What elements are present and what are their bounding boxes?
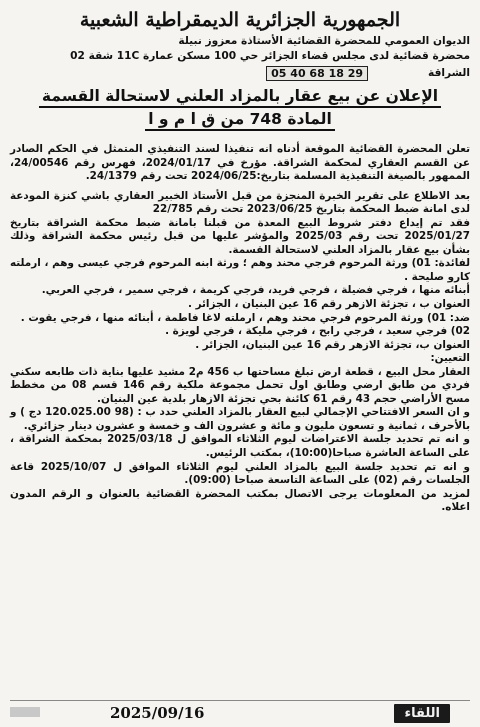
newspaper-footer <box>10 700 470 725</box>
office-name: الديوان العمومي للمحضرة القضائية الأستاذة معزوز نبيلة <box>178 35 470 47</box>
footer-decor <box>10 707 40 717</box>
newspaper-name: اللقاء <box>394 704 450 723</box>
paragraph-against-others: 02) فرجي سعيد ، فرجي رابح ، فرجي مليكة ، فرجي لويزة . <box>165 325 470 338</box>
paragraph-expert-report: بعد الاطلاع على تقرير الخبرة المنجزة من قبل الأستاذ الخبير العقاري باشي كنزة المودعة لدى امانة ضبط المحكمة بتاريخ 2023/06/25 تحت رقم 22/785 <box>10 189 470 216</box>
paragraph-against: ضد: 01) ورثة المرحوم فرجي محند وهم ، ارملته لاغا فاطمة ، أبنائه منها ، فرجي يقوت . <box>20 311 470 324</box>
paragraph-against-address: العنوان ب، تجزئة الازهر رقم 16 عين البنيان، الجزائر . <box>195 338 470 351</box>
office-city: الشراقة <box>428 67 470 79</box>
paragraph-children: أبنائه منها ، فرجي فضيلة ، فرجي فريد، فرجي كريمة ، فرجي سمير ، فرجي العربي. <box>41 284 470 297</box>
paragraph-contact: لمزيد من المعلومات يرجى الاتصال بمكتب المحضرة القضائية بالعنوان و الرقم المدون اعلاه. <box>10 487 470 514</box>
paragraph-property-description: العقار محل البيع ، قطعة ارض تبلغ مساحتها ب 456 م2 مشيد عليها بناية ذات طابعه سكني فردي من طابق ارضي وطابق اول تحمل مجموعة ملكية رقم 146 قسم 08 من مخطط مسح الأراضي حجم 43 رقم 61 كائنة بحي تجزئة الازهار بلدية عين البنيان. <box>10 365 471 405</box>
phone-number: 05 40 68 18 29 <box>266 66 368 81</box>
publication-date: 2025/09/16 <box>110 704 205 722</box>
title-line-2: المادة 748 من ق ا م و ا <box>145 110 335 131</box>
title-line-1: الإعلان عن بيع عقار بالمزاد العلني لاستحالة القسمة <box>39 87 441 108</box>
paragraph-objections-session: و انه تم تحديد جلسة الاعتراضات ليوم الثلاثاء الموافق ل 2025/03/18 بمحكمة الشراقة ، على الساعة العاشرة صباحا(10:00)، بمكتب الرئيس. <box>10 433 470 460</box>
paragraph-designation-label: التعيين: <box>430 352 470 365</box>
address-phone-row <box>10 65 470 82</box>
announcement-title <box>10 86 470 131</box>
office-address: محضرة قضائية لدى مجلس قضاء الجزائر حي 100 مسكن عمارة 11C شقة 02 <box>70 50 470 62</box>
paragraph-opening-price: و ان السعر الافتتاحي الإجمالي لبيع العقار بالمزاد العلني حدد ب : (98 120.025.00 دج ) و بالأحرف ، ثمانية و تسعون مليون و مائة و عشرون الف و خمسة و عشرون دينار جزائري. <box>10 406 470 432</box>
paragraph-beneficiaries: لفائدة: 01) ورثة المرحوم فرجي محند وهم ؛ ورثة ابنه المرحوم فرجي عيسى وهم ، ارملته كارو صليحة . <box>10 257 470 283</box>
paragraph-execution-title: تعلن المحضرة القضائية الموقعة أدناه انه تنفيذا لسند التنفيذي المتمثل في الحكم الصادر عن القسم العقاري لمحكمة الشراقة. مؤرخ في 2024/01/17، فهرس رقم 24/00546، الممهور بالصيغة التنفيذية المسلمة بتاريخ:2024/06/25 تحت رقم 24/1379. <box>10 143 470 183</box>
paragraph-auction-session: و انه تم تحديد جلسة البيع بالمزاد العلني ليوم الثلاثاء الموافق ل 2025/10/07 قاعة الجلسات رقم (02) على الساعة التاسعة صباحا (09:00). <box>10 460 470 487</box>
republic-heading: الجمهورية الجزائرية الديمقراطية الشعبية <box>79 9 401 31</box>
paragraph-beneficiaries-address: العنوان ب ، تجزئة الازهر رقم 16 عين البنيان ، الجزائر . <box>188 298 470 311</box>
paragraph-conditions-deposit: فقد تم إيداع دفتر شروط البيع المعدة من قبلنا بامانة ضبط محكمة الشراقة بتاريخ 2025/01/27 تحت رقم 2025/03 والمؤشر عليها من قبل رئيس محكمة الشراقة وذلك بشأن بيع عقار بالمزاد العلني لاستحالة القسمة. <box>10 216 470 256</box>
announcement-body <box>10 143 470 515</box>
